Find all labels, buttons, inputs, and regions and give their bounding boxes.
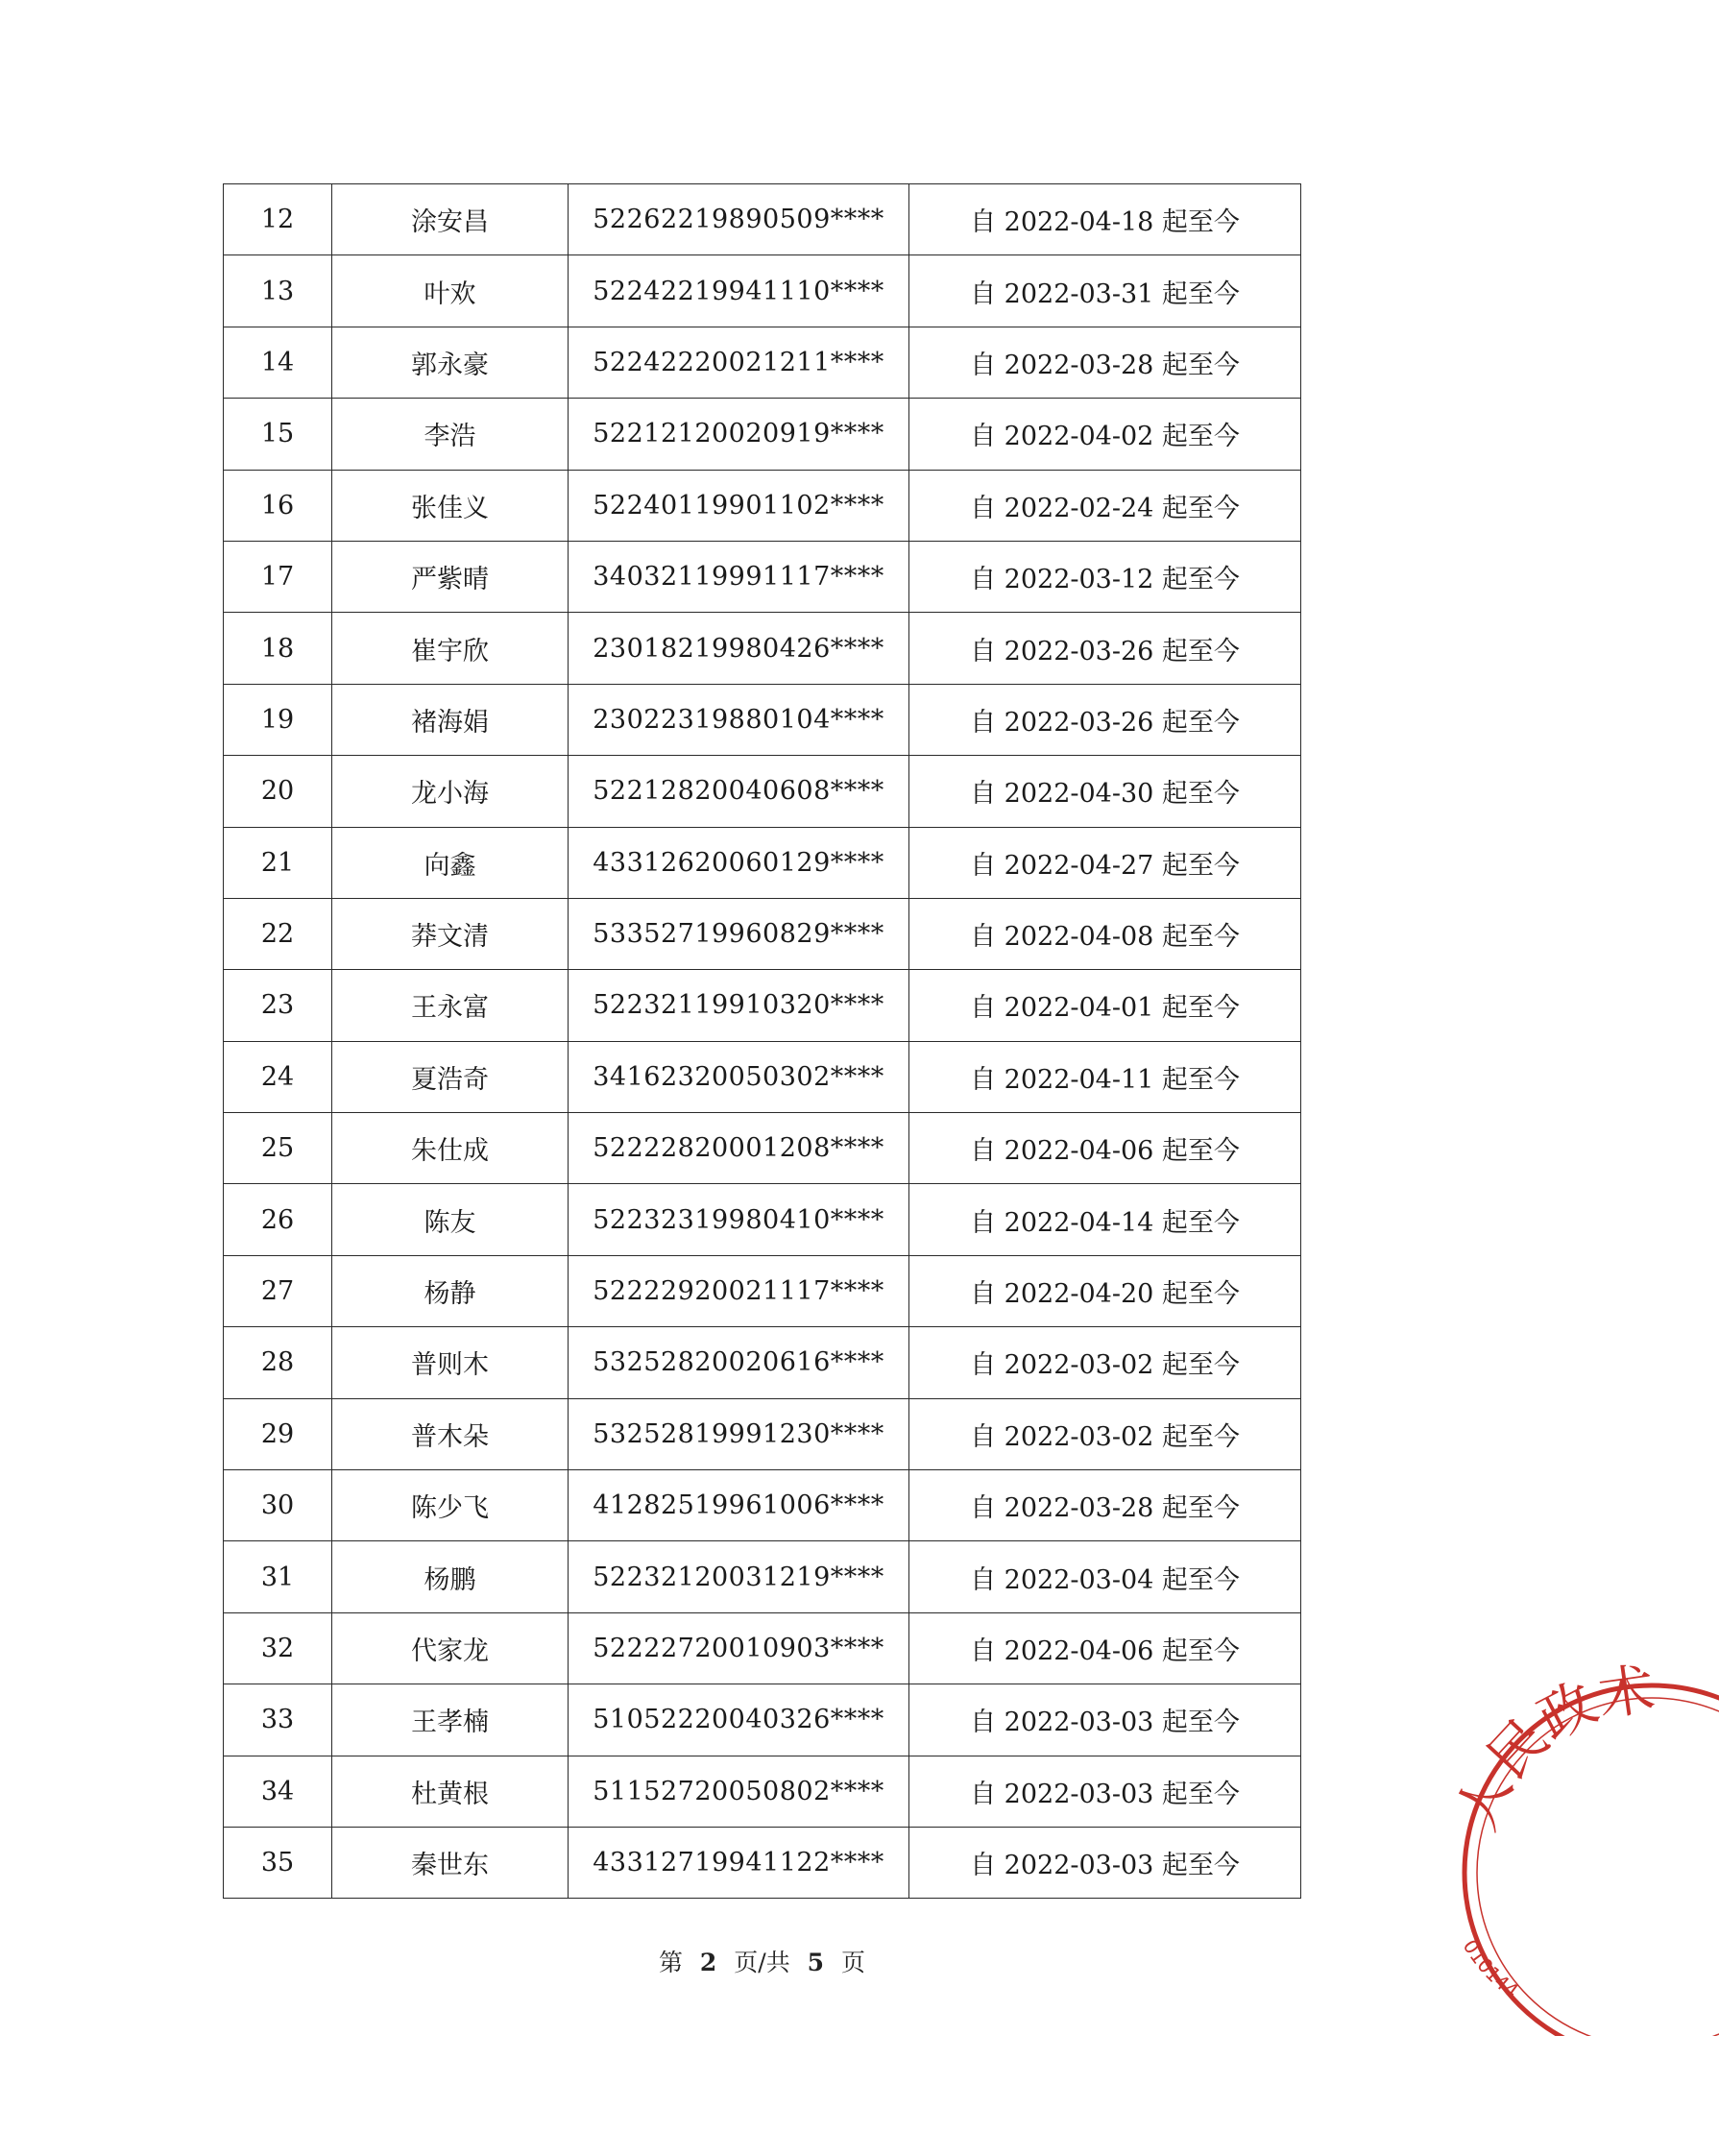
period-cell: 自 2022-03-26 起至今 bbox=[909, 613, 1301, 684]
period-cell: 自 2022-04-20 起至今 bbox=[909, 1255, 1301, 1326]
period-cell: 自 2022-03-02 起至今 bbox=[909, 1327, 1301, 1398]
row-number-cell: 30 bbox=[224, 1470, 332, 1541]
id-number-cell: 34162320050302**** bbox=[569, 1041, 909, 1112]
id-number-cell: 52262219890509**** bbox=[569, 184, 909, 255]
name-cell: 普则木 bbox=[332, 1327, 569, 1398]
table-row bbox=[224, 1184, 1301, 1255]
footer-middle: 页/共 bbox=[734, 1949, 790, 1976]
period-cell: 自 2022-03-03 起至今 bbox=[909, 1756, 1301, 1827]
row-number-cell: 25 bbox=[224, 1113, 332, 1184]
period-cell: 自 2022-04-27 起至今 bbox=[909, 827, 1301, 898]
name-cell: 张佳义 bbox=[332, 470, 569, 541]
period-cell: 自 2022-04-11 起至今 bbox=[909, 1041, 1301, 1112]
id-number-cell: 52240119901102**** bbox=[569, 470, 909, 541]
table-row bbox=[224, 184, 1301, 255]
id-number-cell: 23022319880104**** bbox=[569, 684, 909, 755]
name-cell: 陈少飞 bbox=[332, 1470, 569, 1541]
name-cell: 普木朵 bbox=[332, 1398, 569, 1469]
name-cell: 杨静 bbox=[332, 1255, 569, 1326]
row-number-cell: 28 bbox=[224, 1327, 332, 1398]
table-row bbox=[224, 827, 1301, 898]
seal-bottom-text: 010144 bbox=[1458, 1935, 1523, 2003]
name-cell: 向鑫 bbox=[332, 827, 569, 898]
period-cell: 自 2022-04-08 起至今 bbox=[909, 898, 1301, 969]
row-number-cell: 17 bbox=[224, 541, 332, 612]
row-number-cell: 16 bbox=[224, 470, 332, 541]
id-number-cell: 52232120031219**** bbox=[569, 1541, 909, 1612]
table-row bbox=[224, 1756, 1301, 1827]
period-cell: 自 2022-03-28 起至今 bbox=[909, 327, 1301, 398]
page-footer bbox=[0, 1944, 1524, 1978]
table-row bbox=[224, 1684, 1301, 1756]
table-row bbox=[224, 684, 1301, 755]
row-number-cell: 21 bbox=[224, 827, 332, 898]
row-number-cell: 24 bbox=[224, 1041, 332, 1112]
period-cell: 自 2022-04-30 起至今 bbox=[909, 756, 1301, 827]
id-number-cell: 52242220021211**** bbox=[569, 327, 909, 398]
row-number-cell: 15 bbox=[224, 399, 332, 470]
id-number-cell: 41282519961006**** bbox=[569, 1470, 909, 1541]
current-page-number: 2 bbox=[699, 1949, 717, 1976]
total-page-number: 5 bbox=[807, 1949, 825, 1976]
id-number-cell: 53252820020616**** bbox=[569, 1327, 909, 1398]
period-cell: 自 2022-03-31 起至今 bbox=[909, 255, 1301, 327]
row-number-cell: 33 bbox=[224, 1684, 332, 1756]
name-cell: 杨鹏 bbox=[332, 1541, 569, 1612]
table-row bbox=[224, 1041, 1301, 1112]
period-cell: 自 2022-03-03 起至今 bbox=[909, 1827, 1301, 1898]
name-cell: 王孝楠 bbox=[332, 1684, 569, 1756]
name-cell: 崔宇欣 bbox=[332, 613, 569, 684]
table-row bbox=[224, 1827, 1301, 1898]
period-cell: 自 2022-02-24 起至今 bbox=[909, 470, 1301, 541]
row-number-cell: 29 bbox=[224, 1398, 332, 1469]
period-cell: 自 2022-04-06 起至今 bbox=[909, 1612, 1301, 1684]
row-number-cell: 31 bbox=[224, 1541, 332, 1612]
name-cell: 王永富 bbox=[332, 970, 569, 1041]
row-number-cell: 13 bbox=[224, 255, 332, 327]
id-number-cell: 51052220040326**** bbox=[569, 1684, 909, 1756]
id-number-cell: 53352719960829**** bbox=[569, 898, 909, 969]
footer-suffix: 页 bbox=[841, 1949, 866, 1976]
period-cell: 自 2022-04-01 起至今 bbox=[909, 970, 1301, 1041]
period-cell: 自 2022-04-06 起至今 bbox=[909, 1113, 1301, 1184]
official-seal-stamp bbox=[1431, 1652, 1719, 2036]
id-number-cell: 23018219980426**** bbox=[569, 613, 909, 684]
table-row bbox=[224, 613, 1301, 684]
row-number-cell: 23 bbox=[224, 970, 332, 1041]
period-cell: 自 2022-04-14 起至今 bbox=[909, 1184, 1301, 1255]
table-row bbox=[224, 541, 1301, 612]
table-row bbox=[224, 1398, 1301, 1469]
period-cell: 自 2022-03-26 起至今 bbox=[909, 684, 1301, 755]
row-number-cell: 20 bbox=[224, 756, 332, 827]
period-cell: 自 2022-04-02 起至今 bbox=[909, 399, 1301, 470]
name-cell: 莽文清 bbox=[332, 898, 569, 969]
row-number-cell: 12 bbox=[224, 184, 332, 255]
name-cell: 郭永豪 bbox=[332, 327, 569, 398]
name-cell: 夏浩奇 bbox=[332, 1041, 569, 1112]
footer-prefix: 第 bbox=[658, 1949, 683, 1976]
personnel-table bbox=[223, 183, 1301, 1899]
name-cell: 朱仕成 bbox=[332, 1113, 569, 1184]
period-cell: 自 2022-03-03 起至今 bbox=[909, 1684, 1301, 1756]
id-number-cell: 52232119910320**** bbox=[569, 970, 909, 1041]
name-cell: 代家龙 bbox=[332, 1612, 569, 1684]
name-cell: 涂安昌 bbox=[332, 184, 569, 255]
id-number-cell: 52212120020919**** bbox=[569, 399, 909, 470]
row-number-cell: 32 bbox=[224, 1612, 332, 1684]
id-number-cell: 43312719941122**** bbox=[569, 1827, 909, 1898]
period-cell: 自 2022-03-02 起至今 bbox=[909, 1398, 1301, 1469]
table-row bbox=[224, 399, 1301, 470]
period-cell: 自 2022-03-12 起至今 bbox=[909, 541, 1301, 612]
name-cell: 陈友 bbox=[332, 1184, 569, 1255]
row-number-cell: 14 bbox=[224, 327, 332, 398]
table-row bbox=[224, 898, 1301, 969]
id-number-cell: 52222720010903**** bbox=[569, 1612, 909, 1684]
name-cell: 李浩 bbox=[332, 399, 569, 470]
name-cell: 杜黄根 bbox=[332, 1756, 569, 1827]
id-number-cell: 34032119991117**** bbox=[569, 541, 909, 612]
period-cell: 自 2022-04-18 起至今 bbox=[909, 184, 1301, 255]
name-cell: 严紫晴 bbox=[332, 541, 569, 612]
table-row bbox=[224, 1327, 1301, 1398]
name-cell: 秦世东 bbox=[332, 1827, 569, 1898]
id-number-cell: 52232319980410**** bbox=[569, 1184, 909, 1255]
table-row bbox=[224, 255, 1301, 327]
id-number-cell: 52212820040608**** bbox=[569, 756, 909, 827]
table-row bbox=[224, 970, 1301, 1041]
table-row bbox=[224, 1255, 1301, 1326]
id-number-cell: 51152720050802**** bbox=[569, 1756, 909, 1827]
table-row bbox=[224, 470, 1301, 541]
table-row bbox=[224, 1470, 1301, 1541]
period-cell: 自 2022-03-04 起至今 bbox=[909, 1541, 1301, 1612]
id-number-cell: 52222920021117**** bbox=[569, 1255, 909, 1326]
name-cell: 龙小海 bbox=[332, 756, 569, 827]
table-row bbox=[224, 756, 1301, 827]
row-number-cell: 34 bbox=[224, 1756, 332, 1827]
row-number-cell: 18 bbox=[224, 613, 332, 684]
seal-top-text: 人民政术 bbox=[1442, 1656, 1658, 1840]
id-number-cell: 52222820001208**** bbox=[569, 1113, 909, 1184]
row-number-cell: 35 bbox=[224, 1827, 332, 1898]
row-number-cell: 22 bbox=[224, 898, 332, 969]
row-number-cell: 27 bbox=[224, 1255, 332, 1326]
row-number-cell: 19 bbox=[224, 684, 332, 755]
table-row bbox=[224, 1612, 1301, 1684]
period-cell: 自 2022-03-28 起至今 bbox=[909, 1470, 1301, 1541]
id-number-cell: 43312620060129**** bbox=[569, 827, 909, 898]
id-number-cell: 52242219941110**** bbox=[569, 255, 909, 327]
id-number-cell: 53252819991230**** bbox=[569, 1398, 909, 1469]
table-body bbox=[224, 184, 1301, 1899]
name-cell: 褚海娟 bbox=[332, 684, 569, 755]
table-row bbox=[224, 327, 1301, 398]
table-row bbox=[224, 1113, 1301, 1184]
table-row bbox=[224, 1541, 1301, 1612]
name-cell: 叶欢 bbox=[332, 255, 569, 327]
row-number-cell: 26 bbox=[224, 1184, 332, 1255]
